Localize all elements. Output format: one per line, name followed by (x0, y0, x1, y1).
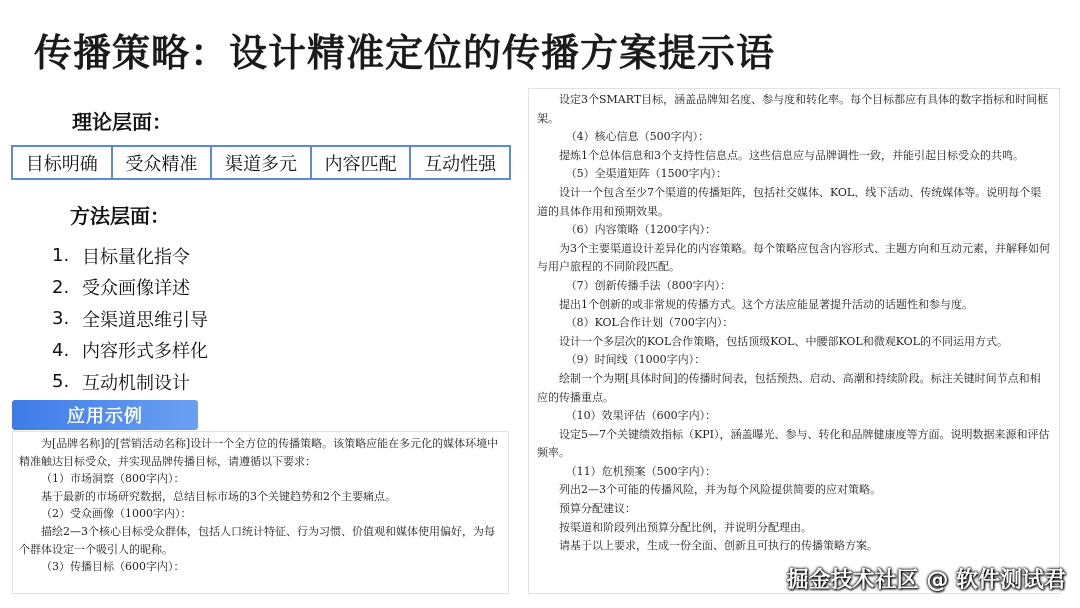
doc-paragraph: 为[品牌名称]的[营销活动名称]设计一个全方位的传播策略。该策略应能在多元化的媒体环境中精准触达目标受众，并实现品牌传播目标，请遵循以下要求： (19, 437, 499, 468)
method-item (52, 240, 208, 272)
method-list (52, 240, 208, 398)
method-item-number: 1. (52, 245, 70, 267)
doc-section-heading: （6）内容策略（1200字内）： (565, 223, 717, 237)
doc-section-heading: （10）效果评估（600字内）： (565, 409, 717, 423)
method-item (52, 335, 208, 367)
method-item-number: 2. (52, 276, 70, 298)
watermark: 掘金技术社区 @ 软件测试君 (786, 568, 1066, 593)
method-item-text: 受众画像详述 (82, 278, 190, 300)
doc-section-heading: （11）危机预案（500字内）： (565, 464, 717, 478)
doc-paragraph: 提出1个创新的或非常规的传播方式。这个方法应能显著提升活动的话题性和参与度。 (559, 297, 973, 311)
method-item (52, 303, 208, 335)
doc-paragraph: 设计一个多层次的KOL合作策略，包括顶级KOL、中腰部KOL和微观KOL的不同运用方式。 (559, 334, 1008, 348)
doc-paragraph: 预算分配建议： (559, 502, 636, 516)
doc-section-heading: （3）传播目标（600字内）： (41, 560, 185, 574)
doc-paragraph: 描绘2—3个核心目标受众群体，包括人口统计特征、行为习惯、价值观和媒体使用偏好，为每个群体设定一个吸引人的昵称。 (19, 524, 495, 556)
method-item (52, 272, 208, 304)
doc-section-heading: （4）核心信息（500字内）： (565, 130, 710, 144)
doc-paragraph: 提炼1个总体信息和3个支持性信息点。这些信息应与品牌调性一致，并能引起目标受众的共鸣。 (559, 148, 1024, 162)
doc-section-heading: （7）创新传播手法（800字内）： (565, 278, 732, 292)
doc-paragraph: 绘制一个为期[具体时间]的传播时间表，包括预热、启动、高潮和持续阶段。标注关键时间节点和相应的传播重点。 (537, 371, 1041, 404)
doc-section-heading: （1）市场洞察（800字内）： (41, 472, 185, 486)
theory-tag: 内容匹配 (312, 147, 412, 178)
method-item-text: 目标量化指令 (82, 246, 190, 268)
doc-paragraph: 设定5—7个关键绩效指标（KPI），涵盖曝光、参与、转化和品牌健康度等方面。说明数据来源和评估频率。 (537, 427, 1050, 460)
doc-paragraph: 为3个主要渠道设计差异化的内容策略。每个策略应包含内容形式、主题方向和互动元素，并解释如何与用户旅程的不同阶段匹配。 (537, 241, 1050, 274)
method-item-number: 3. (52, 308, 70, 330)
page-title: 传播策略：设计精准定位的传播方案提示语 (34, 31, 776, 75)
theory-tag: 受众精准 (113, 147, 213, 178)
doc-paragraph: 设计一个包含至少7个渠道的传播矩阵，包括社交媒体、KOL、线下活动、传统媒体等。说明每个渠道的具体作用和预期效果。 (537, 185, 1042, 218)
theory-heading: 理论层面： (72, 110, 172, 134)
application-example-badge: 应用示例 (12, 400, 198, 430)
doc-paragraph: 请基于以上要求，生成一份全面、创新且可执行的传播策略方案。 (559, 539, 878, 553)
method-item-text: 内容形式多样化 (82, 341, 208, 363)
example-document-left (12, 431, 509, 594)
method-item-text: 全渠道思维引导 (82, 309, 208, 331)
doc-section-heading: （2）受众画像（1000字内）： (41, 507, 192, 521)
theory-tag: 渠道多元 (212, 147, 312, 178)
theory-tag: 目标明确 (13, 147, 113, 178)
doc-paragraph: 按渠道和阶段列出预算分配比例，并说明分配理由。 (559, 520, 812, 534)
theory-tag-row (11, 145, 511, 180)
doc-section-heading: （9）时间线（1000字内）： (565, 353, 706, 367)
doc-section-heading: （8）KOL合作计划（700字内）： (565, 316, 734, 330)
doc-section-heading: （5）全渠道矩阵（1500字内）： (565, 167, 728, 181)
method-item (52, 366, 208, 398)
method-item-number: 5. (52, 371, 70, 393)
theory-tag: 互动性强 (424, 153, 497, 175)
method-item-number: 4. (52, 339, 70, 361)
doc-paragraph: 基于最新的市场研究数据，总结目标市场的3个关键趋势和2个主要痛点。 (41, 489, 396, 503)
doc-paragraph: 设定3个SMART目标，涵盖品牌知名度、参与度和转化率。每个目标都应有具体的数字指标和时间框架。 (537, 93, 1049, 125)
method-item-text: 互动机制设计 (82, 372, 190, 394)
example-document-right (528, 88, 1060, 594)
doc-paragraph: 列出2—3个可能的传播风险，并为每个风险提供简要的应对策略。 (559, 483, 881, 497)
method-heading: 方法层面： (70, 204, 170, 228)
